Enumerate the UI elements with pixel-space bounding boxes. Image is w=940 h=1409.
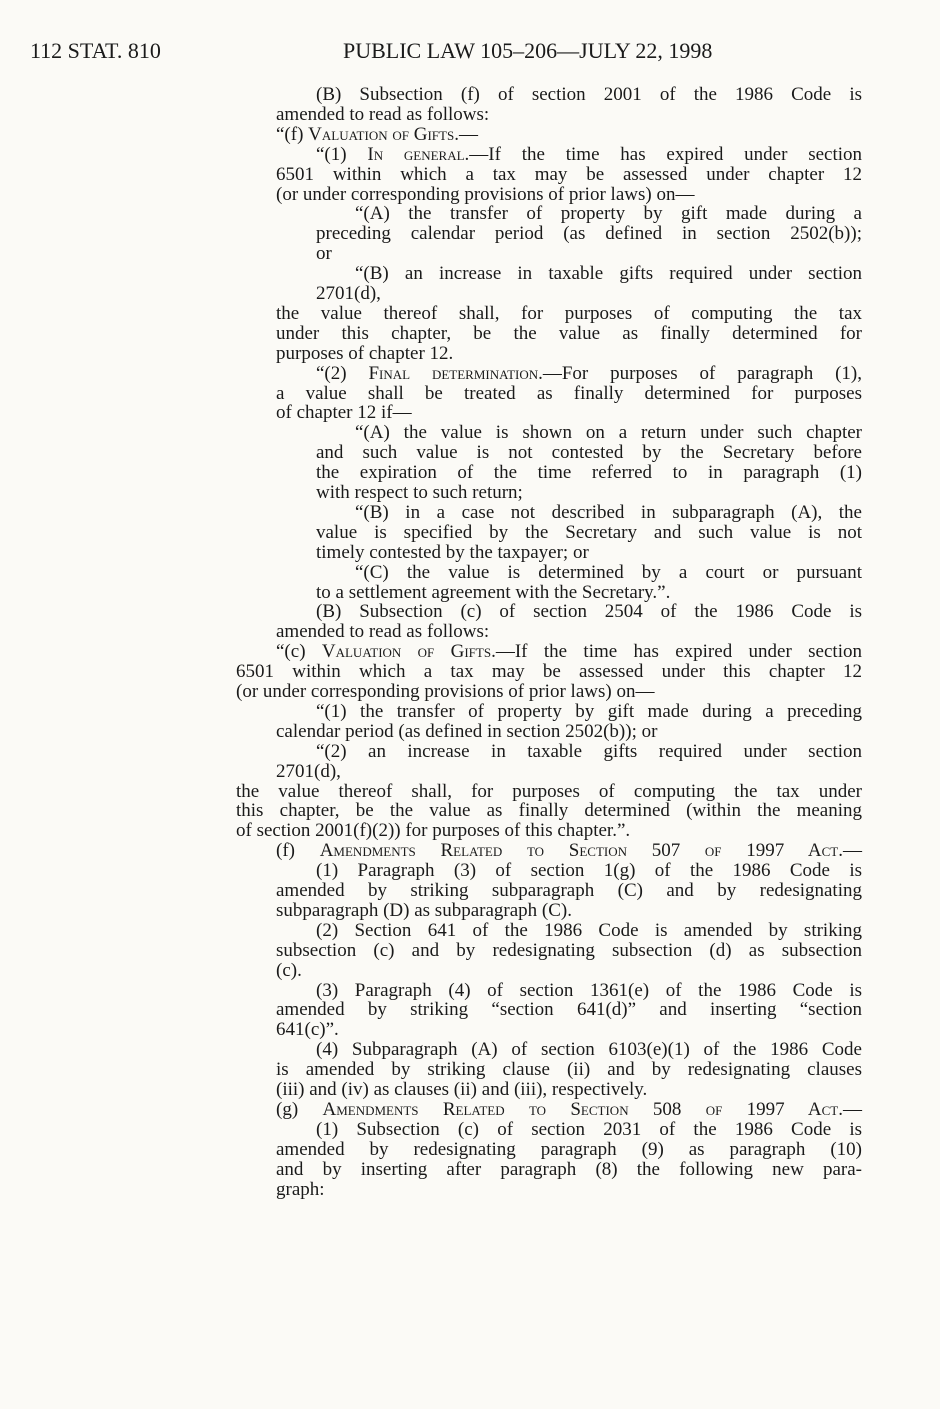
law-title: PUBLIC LAW 105–206—JULY 22, 1998: [343, 38, 713, 63]
text-line: [316, 921, 862, 941]
text-segment: (B) Subsection (c) of section 2504 of the 1986 Code is: [316, 601, 862, 623]
text-line: [276, 762, 341, 782]
text-segment: subsection (c) and by redesignating subsection (d) as subsection: [276, 939, 862, 961]
text-line: [316, 583, 670, 603]
text-line: [355, 264, 862, 284]
text-segment: amended by redesignating paragraph (9) as paragraph (10): [276, 1138, 862, 1160]
text-line: [276, 642, 862, 662]
text-segment: graph:: [276, 1178, 325, 1200]
text-line: [316, 443, 862, 463]
text-line: [316, 483, 523, 503]
text-segment: (c).: [276, 959, 302, 981]
text-segment: “(A) the transfer of property by gift made during a: [355, 203, 862, 225]
text-segment: .—For purposes of paragraph (1),: [538, 362, 862, 384]
text-line: [316, 463, 862, 483]
text-line: [276, 961, 302, 981]
text-segment: (g): [276, 1098, 323, 1120]
text-line: [276, 901, 572, 921]
text-segment: “(A) the value is shown on a return under such chapter: [355, 422, 862, 444]
text-line: [276, 622, 489, 642]
text-segment: 6501 within which a tax may be assessed under chapter 12: [276, 163, 862, 185]
text-segment: (iii) and (iv) as clauses (ii) and (iii), respectively.: [276, 1079, 648, 1100]
text-segment: (1) Subsection (c) of section 2031 of the 1986 Code is: [316, 1118, 862, 1140]
text-line: [276, 324, 862, 344]
text-line: [316, 224, 862, 244]
text-segment: (2) Section 641 of the 1986 Code is amended by striking: [316, 919, 862, 941]
heading-text: In general: [367, 143, 465, 165]
text-segment: is amended by striking clause (ii) and by redesignating clauses: [276, 1059, 862, 1081]
text-line: [276, 1160, 862, 1180]
text-segment: “(2) an increase in taxable gifts required under section: [316, 740, 862, 762]
text-segment: purposes of chapter 12.: [276, 342, 454, 364]
text-segment: of chapter 12 if—: [276, 402, 412, 424]
text-line: [316, 602, 862, 622]
text-line: [236, 662, 862, 682]
text-segment: and such value is not contested by the Secretary before: [316, 442, 862, 464]
text-line: [355, 503, 862, 523]
text-segment: timely contested by the taxpayer; or: [316, 541, 589, 563]
text-segment: .—If the time has expired under section: [491, 641, 862, 663]
heading-text: Amendments Related to Section 507 of 1997 Act: [319, 840, 839, 862]
text-line: [276, 1100, 862, 1120]
text-segment: 2701(d),: [316, 283, 381, 304]
text-line: [316, 364, 862, 384]
text-line: [316, 284, 381, 304]
text-segment: the value thereof shall, for purposes of computing the tax under: [236, 780, 862, 802]
text-line: [276, 105, 489, 125]
text-segment: or: [316, 243, 332, 265]
text-line: [276, 344, 453, 364]
stat-page-number: 112 STAT. 810: [30, 38, 161, 63]
text-segment: amended to read as follows:: [276, 103, 490, 125]
text-segment: “(C) the value is determined by a court or pursuant: [355, 561, 862, 583]
text-segment: “(1): [316, 143, 368, 165]
text-line: [316, 861, 862, 881]
text-segment: and by inserting after paragraph (8) the following new para-: [276, 1158, 862, 1180]
text-line: [276, 125, 478, 145]
heading-text: Amendments Related to Section 508 of 1997 Act: [322, 1098, 839, 1120]
text-segment: calendar period (as defined in section 2502(b)); or: [276, 720, 658, 742]
heading-text: Valuation of Gifts: [308, 123, 455, 145]
text-line: [276, 403, 412, 423]
text-segment: to a settlement agreement with the Secretary.”.: [316, 581, 671, 603]
text-line: [316, 1040, 862, 1060]
text-line: [236, 682, 654, 702]
text-line: [355, 204, 862, 224]
text-line: [276, 185, 694, 205]
text-line: [236, 801, 862, 821]
text-segment: (or under corresponding provisions of prior laws) on—: [236, 681, 655, 702]
text-line: [316, 523, 862, 543]
text-segment: .—If the time has expired under section: [464, 143, 863, 165]
text-segment: (f): [276, 840, 320, 862]
text-line: [276, 1080, 647, 1100]
text-line: [316, 244, 332, 264]
text-segment: of section 2001(f)(2)) for purposes of this chapter.”.: [236, 820, 631, 842]
text-segment: “(c): [276, 641, 322, 663]
text-segment: this chapter, be the value as finally determined (within the meaning: [236, 800, 862, 822]
text-line: [276, 1000, 862, 1020]
text-segment: (1) Paragraph (3) of section 1(g) of the 1986 Code is: [316, 860, 862, 882]
text-line: [276, 722, 657, 742]
text-line: [276, 1180, 325, 1200]
text-segment: amended by striking subparagraph (C) and by redesignating: [276, 880, 862, 901]
text-segment: (or under corresponding provisions of prior laws) on—: [276, 183, 695, 205]
text-segment: with respect to such return;: [316, 482, 523, 503]
text-segment: “(1) the transfer of property by gift made during a preceding: [316, 700, 862, 722]
text-segment: the expiration of the time referred to in paragraph (1): [316, 462, 862, 484]
text-segment: .—: [838, 840, 862, 862]
text-line: [276, 1020, 339, 1040]
text-segment: preceding calendar period (as defined in section 2502(b));: [316, 223, 862, 245]
text-segment: “(f): [276, 123, 309, 145]
heading-text: Final determination: [368, 362, 539, 384]
text-segment: the value thereof shall, for purposes of computing the tax: [276, 302, 862, 324]
text-line: [276, 304, 862, 324]
text-line: [236, 821, 630, 841]
text-line: [355, 563, 862, 583]
text-segment: 6501 within which a tax may be assessed under this chapter 12: [236, 661, 862, 683]
text-segment: value is specified by the Secretary and such value is not: [316, 521, 862, 543]
text-line: [316, 742, 862, 762]
text-segment: a value shall be treated as finally determined for purposes: [276, 382, 862, 404]
text-line: [276, 1140, 862, 1160]
text-segment: “(B) an increase in taxable gifts required under section: [355, 263, 862, 285]
text-segment: (3) Paragraph (4) of section 1361(e) of the 1986 Code is: [316, 979, 862, 1001]
heading-text: Valuation of Gifts: [321, 641, 492, 663]
text-segment: subparagraph (D) as subparagraph (C).: [276, 899, 572, 921]
text-line: [316, 702, 862, 722]
text-line: [316, 543, 589, 563]
text-segment: 2701(d),: [276, 760, 341, 782]
text-line: [276, 841, 862, 861]
text-line: [236, 782, 862, 802]
page-header: [30, 38, 910, 68]
text-segment: “(B) in a case not described in subparagraph (A), the: [355, 501, 862, 523]
text-line: [355, 423, 862, 443]
text-line: [276, 941, 862, 961]
text-segment: (B) Subsection (f) of section 2001 of the 1986 Code is: [316, 84, 862, 105]
text-line: [316, 981, 862, 1001]
text-line: [276, 881, 862, 901]
text-line: [276, 384, 862, 404]
text-line: [276, 165, 862, 185]
text-segment: under this chapter, be the value as finally determined for: [276, 322, 862, 344]
text-segment: .—: [454, 123, 478, 145]
text-segment: 641(c)”.: [276, 1019, 339, 1041]
text-line: [276, 1060, 862, 1080]
text-segment: amended to read as follows:: [276, 621, 490, 643]
text-segment: amended by striking “section 641(d)” and inserting “section: [276, 999, 862, 1021]
text-segment: “(2): [316, 362, 369, 384]
text-line: [316, 85, 862, 105]
text-line: [316, 145, 862, 165]
text-segment: .—: [838, 1098, 862, 1120]
text-segment: (4) Subparagraph (A) of section 6103(e)(1) of the 1986 Code: [316, 1039, 862, 1061]
text-line: [316, 1120, 862, 1140]
